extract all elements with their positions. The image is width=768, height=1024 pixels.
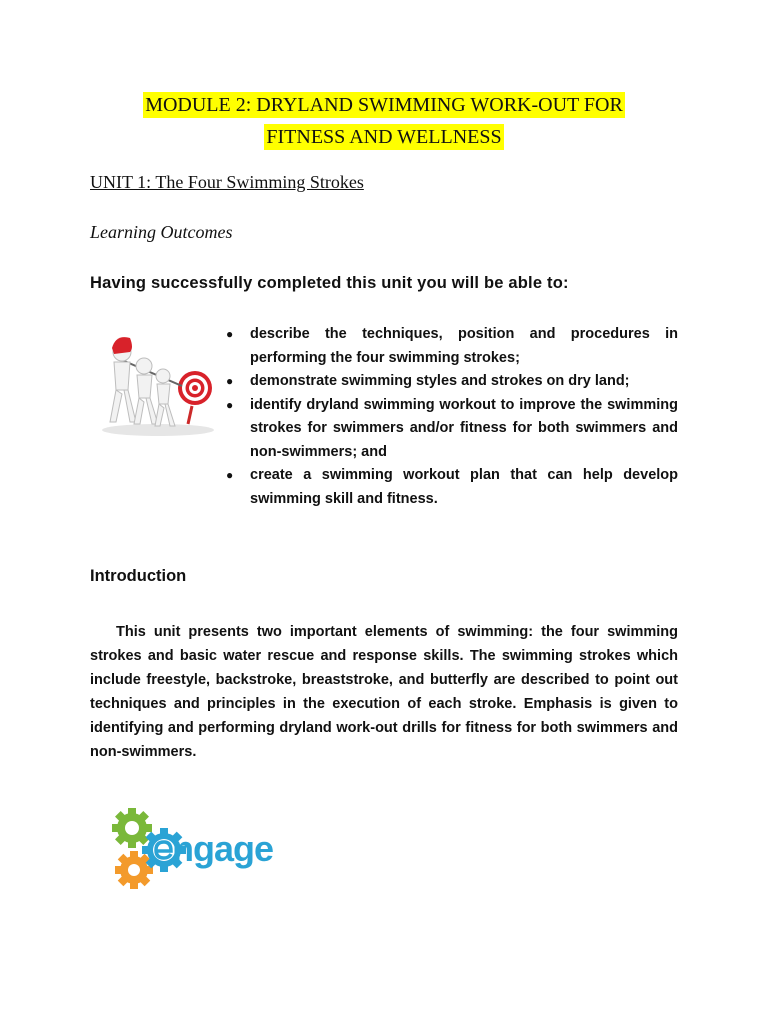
- module-title: [0, 92, 768, 156]
- introduction-heading: Introduction: [90, 567, 187, 585]
- module-title-line-1: MODULE 2: DRYLAND SWIMMING WORK-OUT FOR: [145, 94, 623, 116]
- unit-title: UNIT 1: The Four Swimming Strokes: [90, 172, 364, 192]
- engage-logo-text: ngage: [172, 828, 274, 869]
- module-title-line-2: FITNESS AND WELLNESS: [266, 126, 502, 148]
- learning-outcomes-list: [226, 323, 678, 511]
- list-item: ● create a swimming workout plan that can help develop swimming skill and fitness.: [226, 464, 678, 511]
- list-item: ● demonstrate swimming styles and strokes on dry land;: [226, 370, 678, 394]
- figures-pulling-toward-target-icon: [100, 330, 220, 440]
- learning-outcomes-lead: Having successfully completed this unit you will be able to:: [90, 274, 569, 292]
- list-item: ● identify dryland swimming workout to improve the swimming strokes for swimmers and/or fitness for both swimmers and non-swimmers; and: [226, 394, 678, 465]
- introduction-paragraph: This unit presents two important elements of swimming: the four swimming strokes and basic water rescue and response skills. The swimming strokes which include freestyle, backstroke, breaststroke, and butterfly are described to point out techniques and principles in the execution of each stroke. Emphasis is given to identifying and performing dryland work-out drills for fitness for both swimmers and non-swimmers.: [90, 624, 678, 760]
- list-item: ● describe the techniques, position and procedures in performing the four swimming strokes;: [226, 323, 678, 370]
- engage-logo: [110, 808, 300, 894]
- target-icon: [178, 371, 212, 424]
- learning-outcomes-heading: Learning Outcomes: [90, 222, 233, 242]
